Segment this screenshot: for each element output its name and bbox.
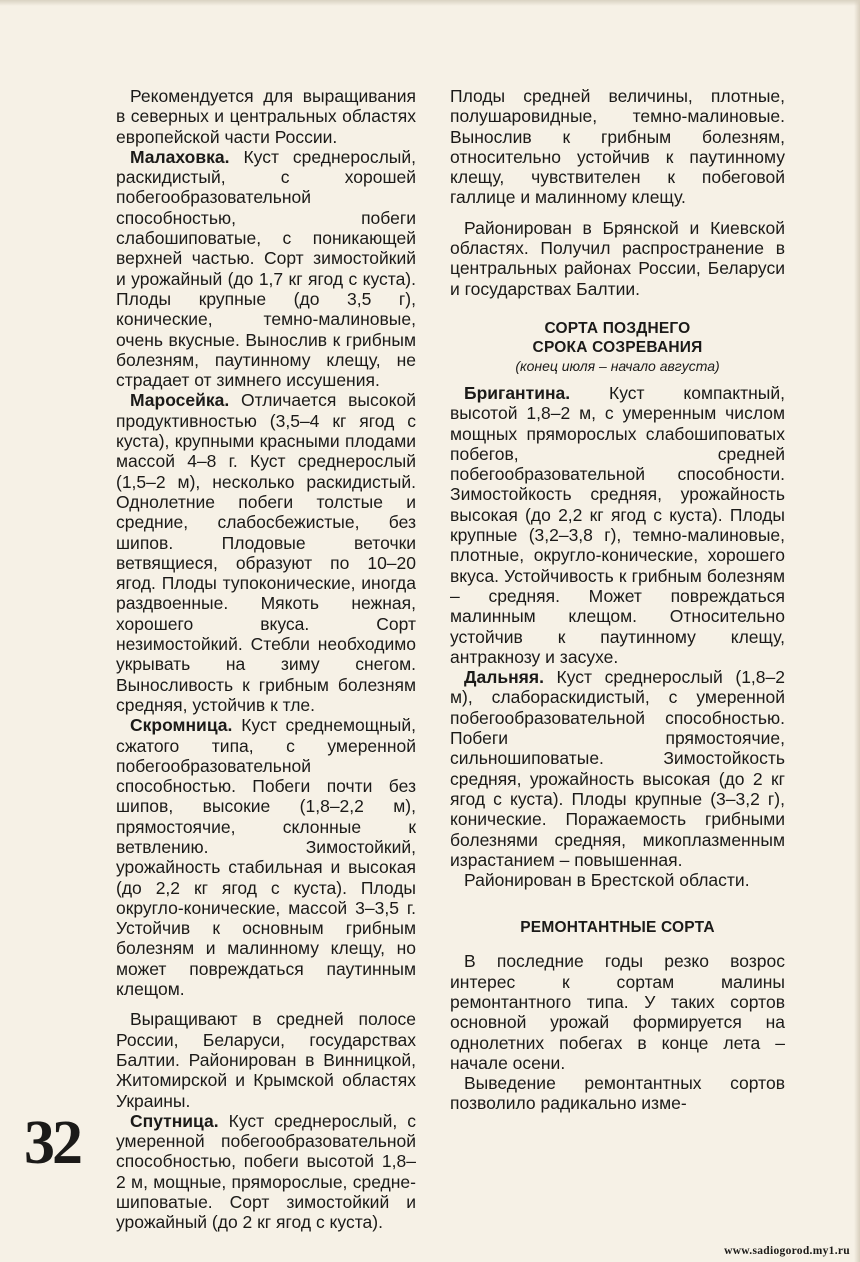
text-paragraph — [116, 1009, 416, 1110]
remontant-section-heading: РЕМОНТАНТНЫЕ СОРТА — [520, 919, 715, 937]
variety-name: Дальняя. — [464, 667, 544, 688]
variety-name: Спутница. — [130, 1110, 219, 1131]
variety-paragraph — [116, 715, 416, 999]
paragraph-text: Выращивают в средней полосе России, Беларуси, государствах Балтии. Районирован в Винницкой, Житомирской и Крымской областях Украины. — [116, 1009, 416, 1111]
page-edge-shadow — [854, 0, 860, 1262]
variety-name: Бригантина. — [464, 382, 571, 403]
variety-name: Маросейка. — [130, 390, 230, 411]
paragraph-text: Отличается высокой продуктивностью (3,5–4 кг ягод с куста), крупными красными плодами массой 4–8 г. Куст среднерослый (1,5–2 м), несколько раскидистый. Однолетние побеги толстые и средние, слабосбежистые, без шипов. Плодовые веточки ветвящиеся, образуют по 10–20 ягод. Плоды тупоконические, иногда раздвоенные. Мякоть нежная, хорошего вкуса. Сорт незимостойкий. Стебли необходимо укрывать на зиму снегом. Выносливость к грибным болезням средняя, устойчив к тле. — [116, 390, 416, 715]
footer-url: www.sadiogorod.my1.ru — [724, 1245, 850, 1257]
late-varieties-text — [450, 383, 785, 890]
variety-paragraph — [450, 383, 785, 667]
variety-name: Малаховка. — [130, 146, 230, 167]
page-number: 32 — [24, 1109, 80, 1177]
variety-paragraph — [450, 667, 785, 870]
paragraph-text: Куст среднерослый (1,8–2 м), слабораскидистый, с умеренной побегообразовательной способностью. Побеги прямостоячие, сильношиповатые. Зимостойкость средняя, урожайность высокая (до 2 кг ягод с куста). Плоды крупные (3–3,2 г), конические. Поражаемость грибными болезнями средняя, микоплазменным израстанием – повышенная. — [450, 667, 785, 870]
text-paragraph — [450, 870, 785, 890]
page-edge-shadow — [0, 0, 860, 6]
paragraph-text: Куст среднемощный, сжатого типа, с умеренной побегообразовательной способностью. Побеги почти без шипов, высокие (1,8–2,2 м), прямостоячие, склонные к ветвлению. Зимостойкий, урожайность стабильная и высокая (до 2,2 кг ягод с куста). Плоды округло-конические, массой 3–3,5 г. Устойчив к основным грибным болезням и малинному клещу, но может повреждаться паутинным клещом. — [116, 715, 416, 1000]
text-paragraph — [116, 86, 416, 147]
paragraph-text: Куст компактный, высотой 1,8–2 м, с умеренным числом мощных пряморослых слабошиповатых побегов, средней побегообразовательной способности. Зимостойкость средняя, урожайность высокая (до 2,2 кг ягод с куста). Плоды крупные (3,2–3,8 г), темно-малиновые, плотные, округло-конические, хорошего вкуса. Устойчивость к грибным болезням – средняя. Может повреждаться малинным клещом. Относительно устойчив к паутинному клещу, антракнозу и засухе. — [450, 382, 785, 667]
right-column-top-text — [450, 86, 785, 299]
paragraph-text: Куст среднерослый, с умеренной побегообразовательной способностью, побеги высотой 1,8–2 м, мощные, пряморослые, среднешиповатые. Сорт зимостойкий и урожайный (до 2 кг ягод с куста). — [116, 1110, 416, 1233]
section-heading-line: СОРТА ПОЗДНЕГО — [544, 319, 691, 337]
text-paragraph — [450, 218, 785, 299]
variety-paragraph — [116, 147, 416, 391]
text-paragraph — [450, 86, 785, 208]
variety-paragraph — [116, 1111, 416, 1233]
text-paragraph — [450, 951, 785, 1073]
paragraph-text: Районирован в Брянской и Киевской областях. Получил распространение в центральных районах России, Беларуси и государствах Балтии. — [450, 217, 785, 299]
paragraph-text: Рекомендуется для выращивания в северных и центральных областях европейской части России. — [116, 86, 416, 147]
remontant-text — [450, 951, 785, 1113]
left-column — [116, 86, 416, 1233]
paragraph-text: Куст среднерослый, раскидистый, с хорошей побегообразовательной способностью, побеги слабошиповатые, с поникающей верхней частью. Сорт зимостойкий и урожайный (до 1,7 кг ягод с куста). Плоды крупные (до 3,5 г), конические, темно-малиновые, очень вкусные. Вынослив к грибным болезням, паутинному клещу, не страдает от зимнего иссушения. — [116, 146, 416, 391]
right-column — [450, 86, 785, 1114]
section-heading — [450, 319, 785, 357]
variety-paragraph — [116, 390, 416, 715]
late-varieties-section — [450, 319, 785, 375]
paragraph-text: Районирован в Брестской области. — [464, 870, 750, 891]
text-paragraph — [450, 1073, 785, 1114]
section-heading-line: СРОКА СОЗРЕВАНИЯ — [532, 338, 703, 356]
paragraph-text: В последние годы резко возрос интерес к сортам малины ремонтантного типа. У таких сортов основной урожай формируется на однолетних побегах в конце лета – начале осени. — [450, 951, 785, 1073]
paragraph-text: Выведение ремонтантных сортов позволило радикально изме- — [450, 1073, 785, 1114]
paragraph-text: Плоды средней величины, плотные, полушаровидные, темно-малиновые. Вынослив к грибным болезням, относительно устойчив к паутинному клещу, чувствителен к побеговой галлице и малинному клещу. — [450, 86, 785, 208]
variety-name: Скромница. — [130, 715, 233, 736]
section-subheading: (конец июля – начало августа) — [515, 357, 720, 374]
